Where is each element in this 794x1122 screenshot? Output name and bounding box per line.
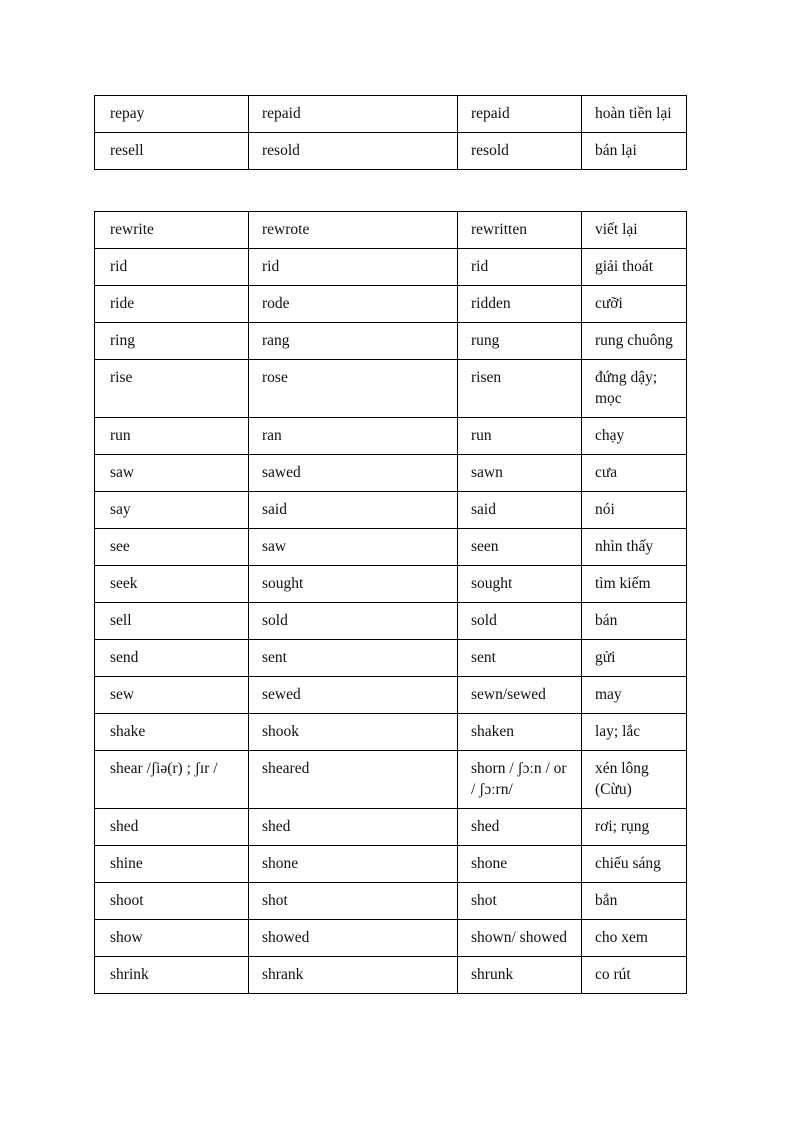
base-form-cell: shoot xyxy=(95,883,249,920)
table-row xyxy=(95,846,687,883)
base-form-cell: shake xyxy=(95,714,249,751)
past-simple-cell: rose xyxy=(249,360,458,418)
verb-table-body xyxy=(95,212,687,994)
meaning-cell: nói xyxy=(582,492,687,529)
table-row xyxy=(95,957,687,994)
base-form-cell: saw xyxy=(95,455,249,492)
base-form-cell: send xyxy=(95,640,249,677)
meaning-cell: nhìn thấy xyxy=(582,529,687,566)
table-row xyxy=(95,714,687,751)
base-form-cell: seek xyxy=(95,566,249,603)
verb-table-1 xyxy=(94,95,687,170)
past-simple-cell: rewrote xyxy=(249,212,458,249)
past-simple-cell: sent xyxy=(249,640,458,677)
past-simple-cell: showed xyxy=(249,920,458,957)
base-form-cell: ring xyxy=(95,323,249,360)
past-simple-cell: shot xyxy=(249,883,458,920)
table-row xyxy=(95,418,687,455)
past-participle-cell: shaken xyxy=(458,714,582,751)
base-form-cell: sew xyxy=(95,677,249,714)
verb-table-2 xyxy=(94,211,687,994)
past-participle-cell: rung xyxy=(458,323,582,360)
table-row xyxy=(95,249,687,286)
table-row xyxy=(95,529,687,566)
past-simple-cell: repaid xyxy=(249,96,458,133)
past-participle-cell: resold xyxy=(458,133,582,170)
past-participle-cell: shed xyxy=(458,809,582,846)
table-row xyxy=(95,360,687,418)
past-simple-cell: sought xyxy=(249,566,458,603)
table-row xyxy=(95,883,687,920)
table-row xyxy=(95,751,687,809)
base-form-cell: resell xyxy=(95,133,249,170)
meaning-cell: xén lông (Cừu) xyxy=(582,751,687,809)
past-participle-cell: rid xyxy=(458,249,582,286)
past-participle-cell: run xyxy=(458,418,582,455)
table-row xyxy=(95,603,687,640)
meaning-cell: co rút xyxy=(582,957,687,994)
meaning-cell: tìm kiếm xyxy=(582,566,687,603)
past-participle-cell: shrunk xyxy=(458,957,582,994)
meaning-cell: viết lại xyxy=(582,212,687,249)
table-row xyxy=(95,455,687,492)
past-participle-cell: sewn/sewed xyxy=(458,677,582,714)
table-row xyxy=(95,286,687,323)
meaning-cell: đứng dậy; mọc xyxy=(582,360,687,418)
meaning-cell: hoàn tiền lại xyxy=(582,96,687,133)
base-form-cell: run xyxy=(95,418,249,455)
base-form-cell: repay xyxy=(95,96,249,133)
meaning-cell: chiếu sáng xyxy=(582,846,687,883)
base-form-cell: shear /ʃiə(r) ; ʃɪr / xyxy=(95,751,249,809)
table-row xyxy=(95,133,687,170)
table-row xyxy=(95,492,687,529)
base-form-cell: rise xyxy=(95,360,249,418)
meaning-cell: chạy xyxy=(582,418,687,455)
table-row xyxy=(95,212,687,249)
meaning-cell: gửi xyxy=(582,640,687,677)
base-form-cell: say xyxy=(95,492,249,529)
table-row xyxy=(95,920,687,957)
base-form-cell: see xyxy=(95,529,249,566)
past-participle-cell: shot xyxy=(458,883,582,920)
past-participle-cell: sawn xyxy=(458,455,582,492)
meaning-cell: bán lại xyxy=(582,133,687,170)
past-simple-cell: sewed xyxy=(249,677,458,714)
base-form-cell: shine xyxy=(95,846,249,883)
base-form-cell: ride xyxy=(95,286,249,323)
meaning-cell: rơi; rụng xyxy=(582,809,687,846)
table-row xyxy=(95,677,687,714)
past-participle-cell: sought xyxy=(458,566,582,603)
meaning-cell: lay; lắc xyxy=(582,714,687,751)
past-participle-cell: shown/ showed xyxy=(458,920,582,957)
meaning-cell: cưa xyxy=(582,455,687,492)
past-simple-cell: sawed xyxy=(249,455,458,492)
past-participle-cell: seen xyxy=(458,529,582,566)
past-participle-cell: risen xyxy=(458,360,582,418)
past-simple-cell: resold xyxy=(249,133,458,170)
meaning-cell: bán xyxy=(582,603,687,640)
past-simple-cell: rid xyxy=(249,249,458,286)
past-participle-cell: said xyxy=(458,492,582,529)
meaning-cell: giải thoát xyxy=(582,249,687,286)
past-participle-cell: sent xyxy=(458,640,582,677)
past-participle-cell: repaid xyxy=(458,96,582,133)
base-form-cell: sell xyxy=(95,603,249,640)
past-simple-cell: said xyxy=(249,492,458,529)
past-simple-cell: rode xyxy=(249,286,458,323)
base-form-cell: rewrite xyxy=(95,212,249,249)
past-simple-cell: sheared xyxy=(249,751,458,809)
past-simple-cell: shone xyxy=(249,846,458,883)
meaning-cell: rung chuông xyxy=(582,323,687,360)
verb-table-body xyxy=(95,96,687,170)
past-simple-cell: ran xyxy=(249,418,458,455)
table-row xyxy=(95,96,687,133)
base-form-cell: shed xyxy=(95,809,249,846)
meaning-cell: cho xem xyxy=(582,920,687,957)
past-participle-cell: shorn / ʃɔːn / or / ʃɔːrn/ xyxy=(458,751,582,809)
base-form-cell: shrink xyxy=(95,957,249,994)
meaning-cell: bắn xyxy=(582,883,687,920)
past-simple-cell: rang xyxy=(249,323,458,360)
base-form-cell: show xyxy=(95,920,249,957)
past-simple-cell: shed xyxy=(249,809,458,846)
past-simple-cell: sold xyxy=(249,603,458,640)
past-participle-cell: sold xyxy=(458,603,582,640)
table-row xyxy=(95,809,687,846)
past-participle-cell: shone xyxy=(458,846,582,883)
past-simple-cell: saw xyxy=(249,529,458,566)
table-row xyxy=(95,566,687,603)
table-row xyxy=(95,640,687,677)
past-participle-cell: ridden xyxy=(458,286,582,323)
past-simple-cell: shook xyxy=(249,714,458,751)
past-participle-cell: rewritten xyxy=(458,212,582,249)
past-simple-cell: shrank xyxy=(249,957,458,994)
meaning-cell: may xyxy=(582,677,687,714)
table-row xyxy=(95,323,687,360)
meaning-cell: cưỡi xyxy=(582,286,687,323)
base-form-cell: rid xyxy=(95,249,249,286)
